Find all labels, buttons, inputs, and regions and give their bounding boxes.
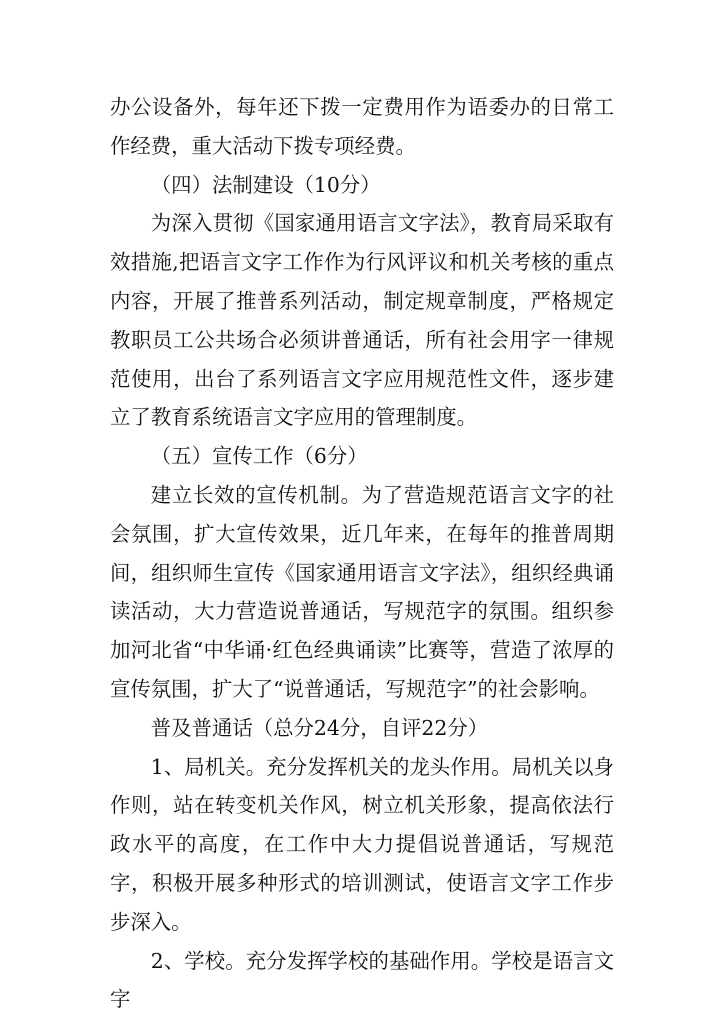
document-page: [110, 88, 614, 1019]
paragraph-bureau-agency: 1、局机关。充分发挥机关的龙头作用。局机关以身作则，站在转变机关作风，树立机关形象，提高依法行政水平的高度，在工作中大力提倡说普通话，写规范字，积极开展多种形式的培训测试，使语言文字工作步步深入。: [110, 754, 614, 934]
heading-legal-construction: （四）法制建设（10分）: [150, 172, 381, 197]
paragraph-publicity-work: 建立长效的宣传机制。为了营造规范语言文字的社会氛围，扩大宣传效果，近几年来，在每年的推普周期间，组织师生宣传《国家通用语言文字法》，组织经典诵读活动，大力营造说普通话，写规范字的氛围。组织参加河北省“中华诵·红色经典诵读”比赛等，营造了浓厚的宣传氛围，扩大了“说普通话，写规范字”的社会影响。: [110, 482, 614, 701]
paragraph-schools: 2、学校。充分发挥学校的基础作用。学校是语言文字: [110, 948, 614, 1012]
paragraph-funding-continued: 办公设备外，每年还下拨一定费用作为语委办的日常工作经费，重大活动下拨专项经费。: [110, 95, 614, 158]
heading-publicity-work: （五）宣传工作（6分）: [150, 444, 368, 469]
paragraph-legal-construction: 为深入贯彻《国家通用语言文字法》，教育局采取有效措施,把语言文字工作作为行风评议和机关考核的重点内容，开展了推普系列活动，制定规章制度，严格规定教职员工公共场合必须讲普通话，所有社会用字一律规范使用，出台了系列语言文字应用规范性文件，逐步建立了教育系统语言文字应用的管理制度。: [110, 211, 614, 430]
heading-popularize-mandarin: 普及普通话（总分24分，自评22分）: [150, 715, 489, 740]
